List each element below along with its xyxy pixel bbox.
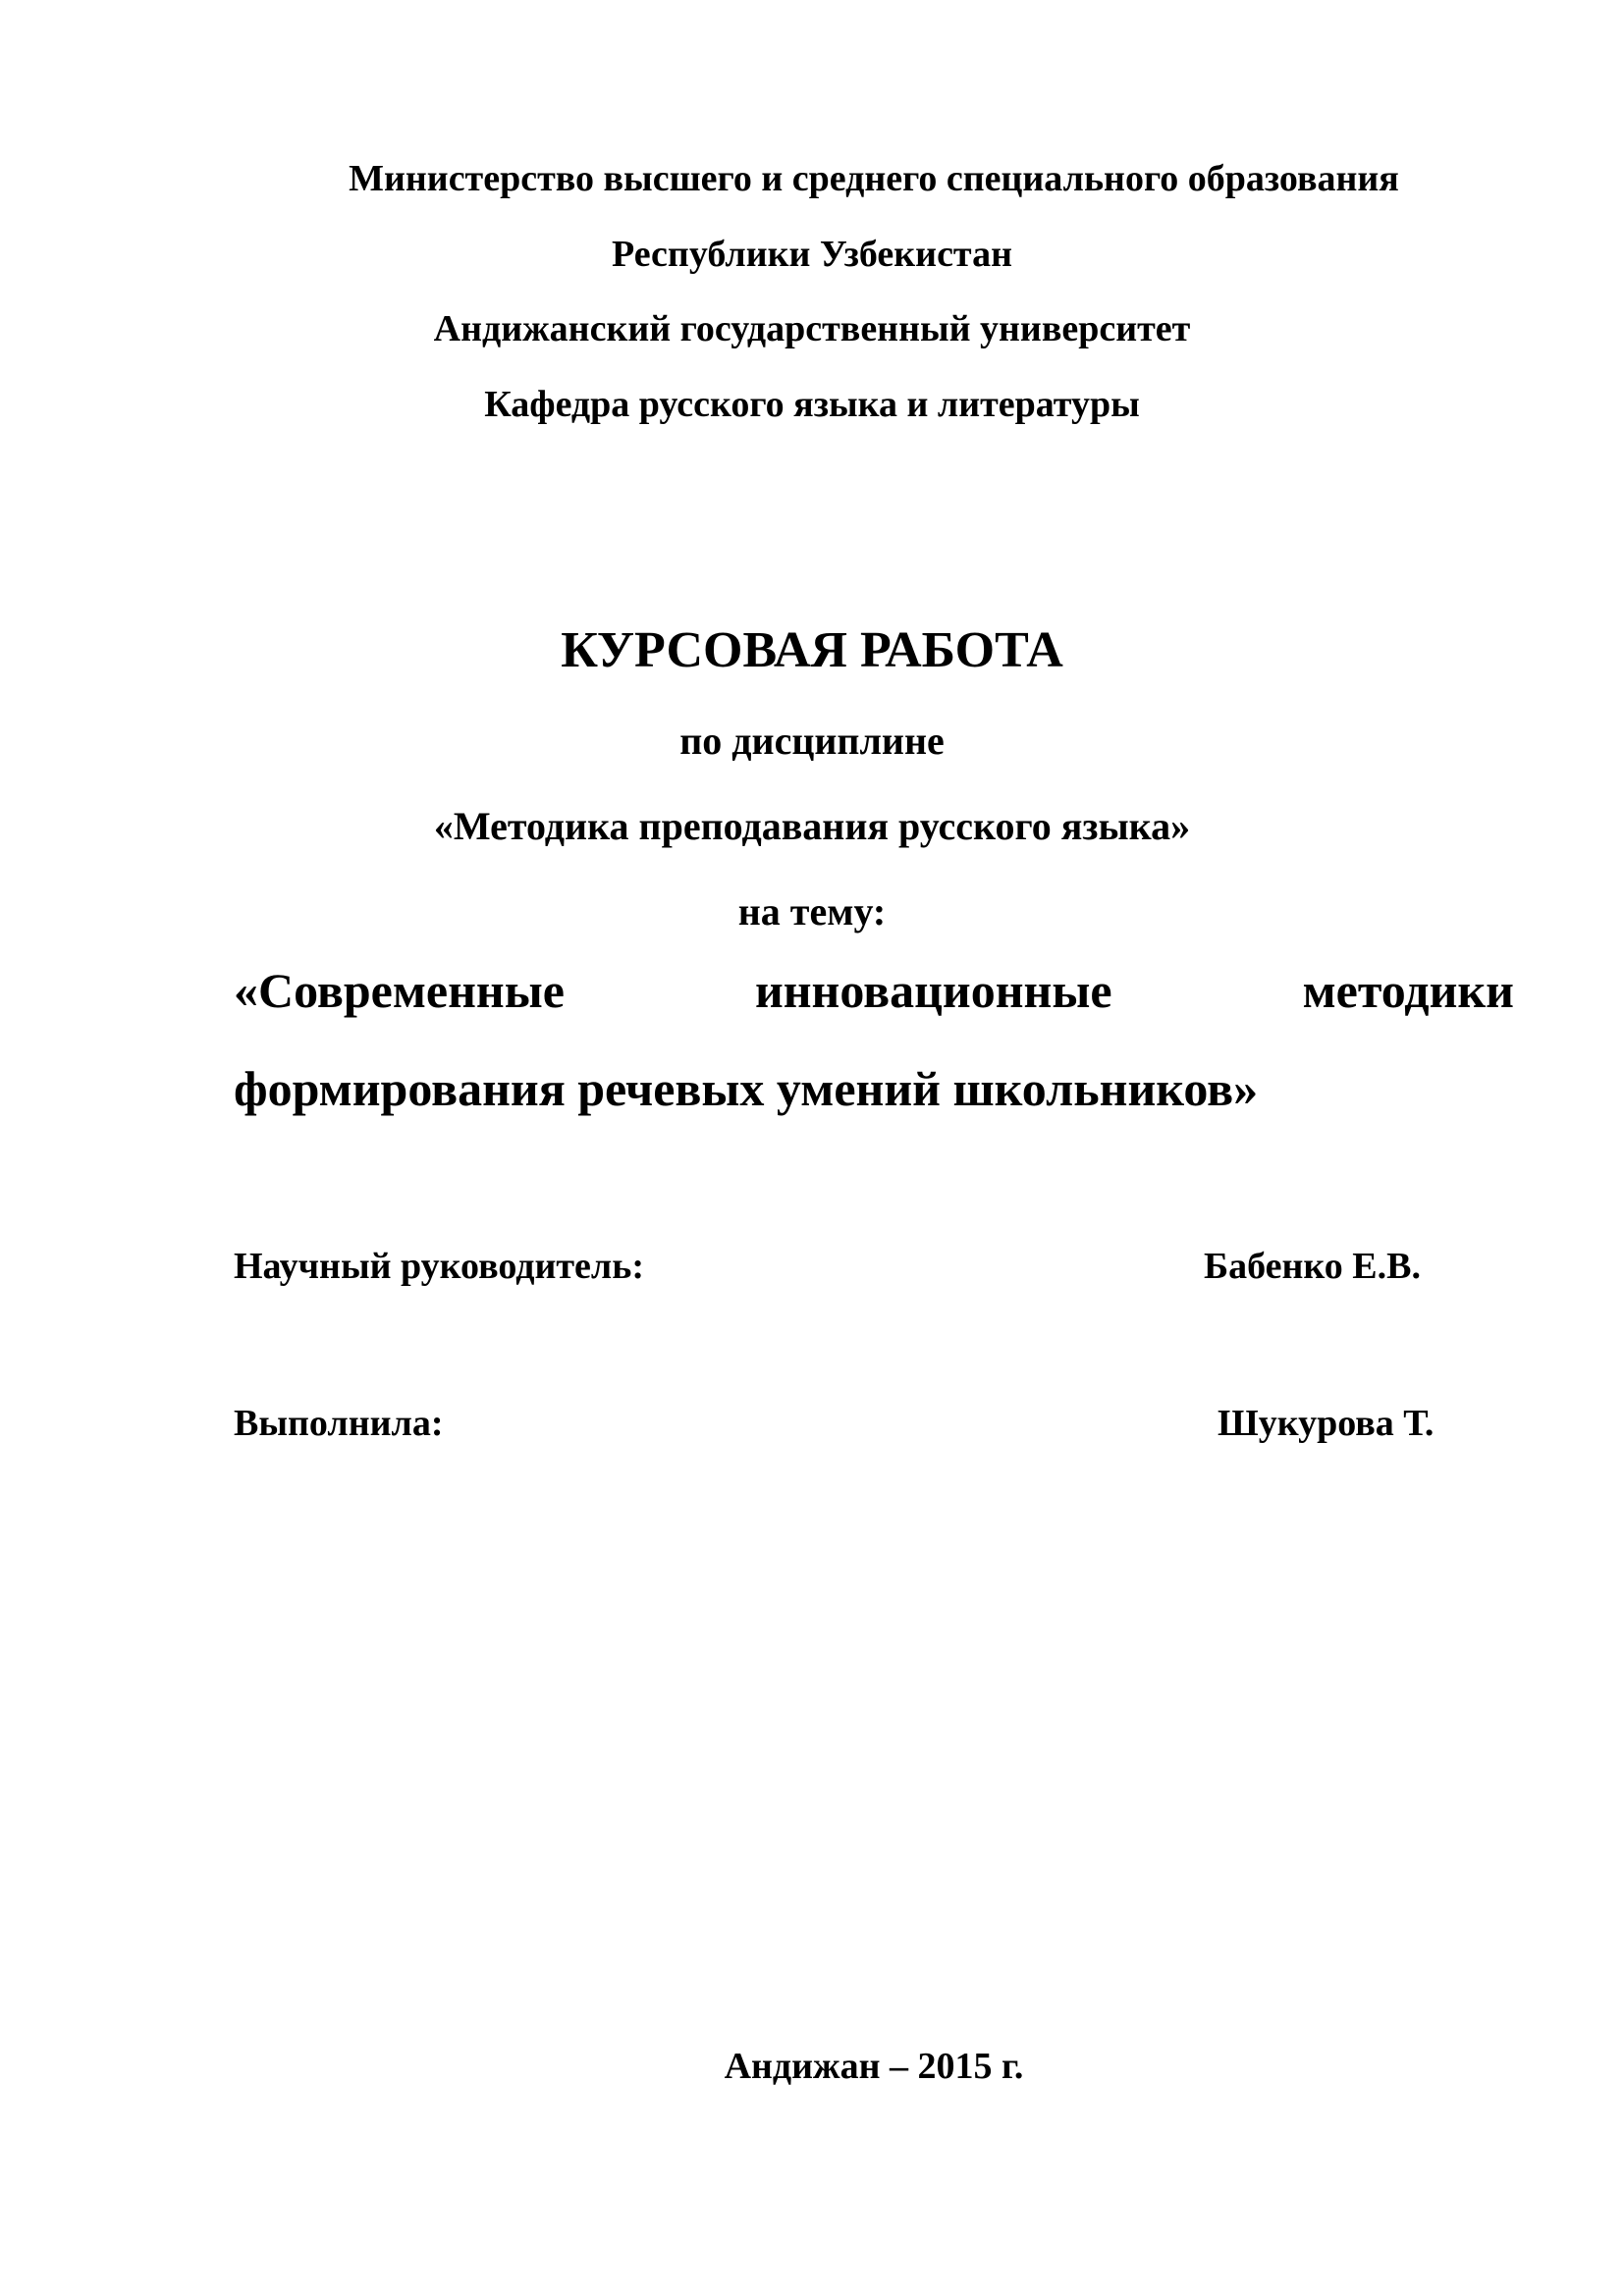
topic-word: «Современные [234, 963, 565, 1018]
topic-line-2: формирования речевых умений школьников» [234, 1061, 1259, 1116]
topic-word: инновационные [754, 963, 1112, 1018]
document-kind-title: КУРСОВАЯ РАБОТА [561, 622, 1063, 678]
discipline-prefix: по дисциплине [679, 719, 945, 763]
discipline-name: «Методика преподавания русского языка» [433, 804, 1191, 848]
republic-line: Республики Узбекистан [612, 234, 1012, 275]
supervisor-label: Научный руководитель: [234, 1246, 644, 1287]
topic-prefix: на тему: [737, 889, 887, 934]
supervisor-name: Бабенко Е.В. [1204, 1246, 1421, 1287]
ministry-line: Министерство высшего и среднего специального образования [349, 158, 1399, 199]
topic-line-1 [234, 962, 1514, 1019]
author-label: Выполнила: [234, 1403, 444, 1444]
department-line: Кафедра русского языка и литературы [484, 384, 1140, 425]
topic-word: методики [1302, 963, 1514, 1018]
place-year: Андижан – 2015 г. [724, 2046, 1024, 2087]
university-line: Андижанский государственный университет [433, 308, 1191, 349]
author-name: Шукурова Т. [1218, 1403, 1435, 1444]
